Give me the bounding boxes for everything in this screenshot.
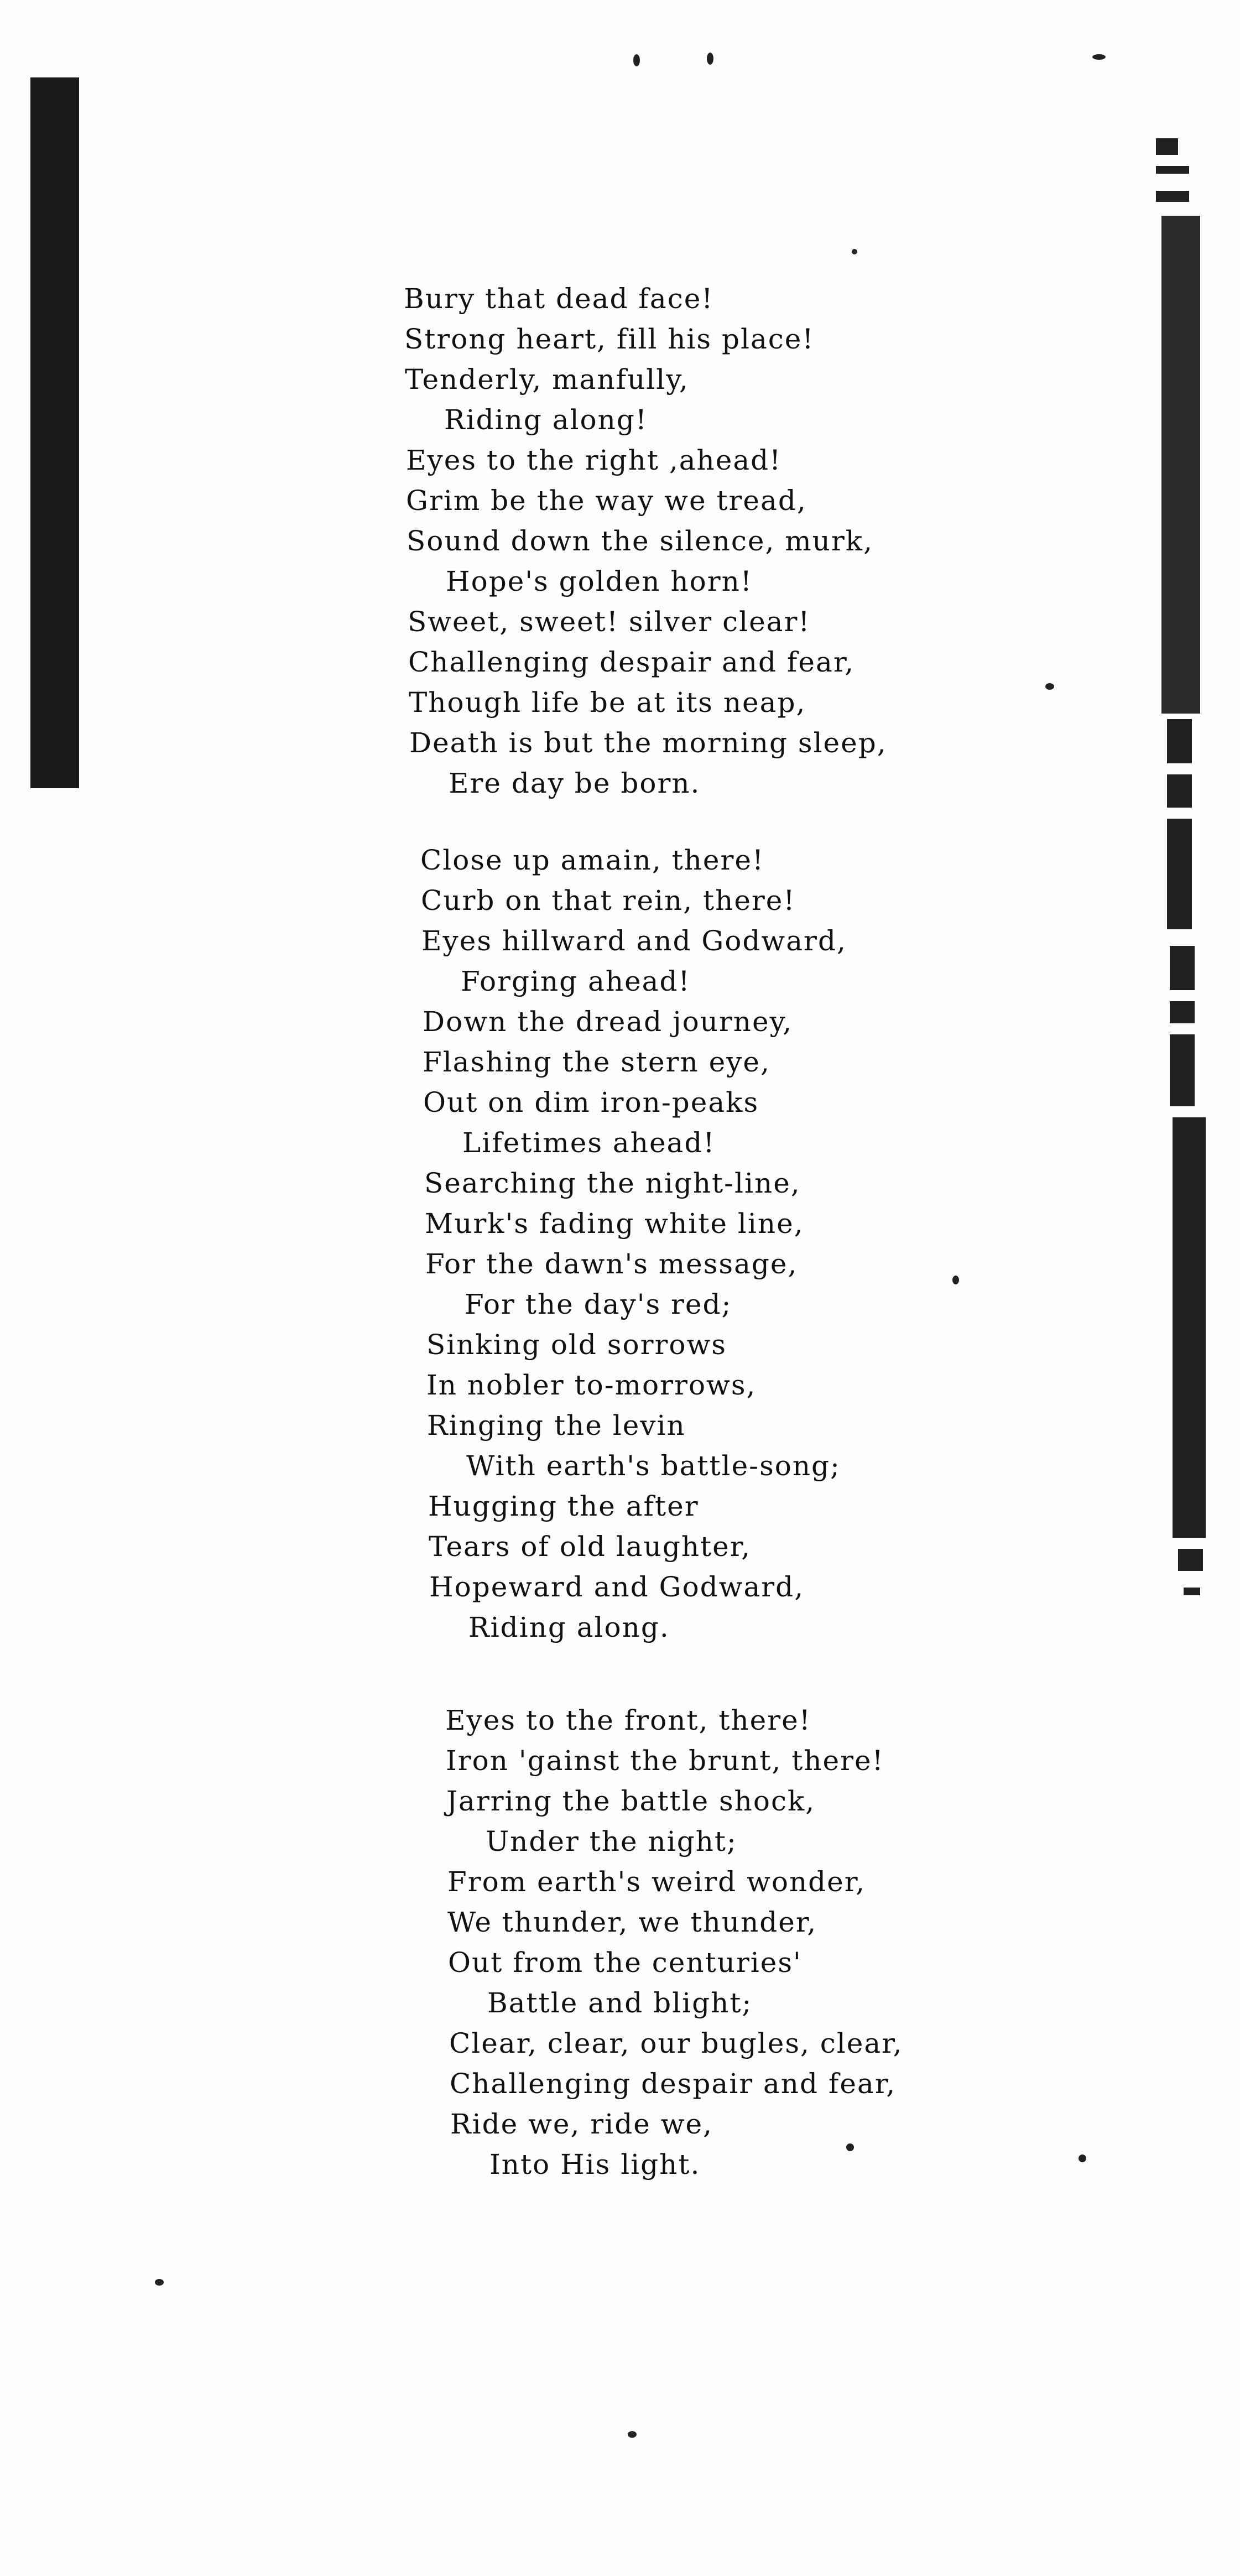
scan-edge-left bbox=[30, 77, 79, 788]
poem-line: Sinking old sorrows bbox=[426, 1329, 727, 1361]
poem-line: Lifetimes ahead! bbox=[462, 1127, 716, 1159]
poem-line: Jarring the battle shock, bbox=[446, 1785, 816, 1817]
poem-line: Strong heart, fill his place! bbox=[404, 323, 815, 355]
poem-line: Sound down the silence, murk, bbox=[407, 525, 873, 557]
scan-speck bbox=[1092, 54, 1106, 60]
poem-line: With earth's battle-song; bbox=[466, 1450, 841, 1482]
poem-line: Clear, clear, our bugles, clear, bbox=[449, 2027, 903, 2059]
poem-line: Flashing the stern eye, bbox=[423, 1046, 770, 1078]
poem-line: For the dawn's message, bbox=[425, 1248, 798, 1280]
poem-line: Death is but the morning sleep, bbox=[409, 727, 887, 759]
poem-line: Riding along. bbox=[468, 1611, 670, 1643]
poem-line: Tears of old laughter, bbox=[429, 1531, 752, 1563]
poem-line: Ere day be born. bbox=[449, 767, 701, 799]
scan-speck bbox=[633, 54, 640, 66]
poem-line: We thunder, we thunder, bbox=[447, 1906, 817, 1938]
poem-line: Eyes hillward and Godward, bbox=[421, 925, 847, 957]
poem-line: Hope's golden horn! bbox=[446, 565, 753, 597]
scan-speck bbox=[1045, 683, 1054, 690]
poem-line: Out from the centuries' bbox=[448, 1947, 802, 1979]
scan-speck bbox=[1079, 2155, 1086, 2162]
poem-line: Hopeward and Godward, bbox=[429, 1571, 805, 1603]
poem-line: Bury that dead face! bbox=[404, 283, 714, 315]
poem-line: Eyes to the front, there! bbox=[445, 1704, 811, 1736]
poem-line: From earth's weird wonder, bbox=[447, 1866, 866, 1898]
poem-line: Murk's fading white line, bbox=[425, 1208, 804, 1240]
poem-line: Battle and blight; bbox=[487, 1987, 753, 2019]
poem-line: Close up amain, there! bbox=[420, 844, 765, 876]
scan-speck bbox=[155, 2279, 164, 2286]
poem-line: Sweet, sweet! silver clear! bbox=[408, 606, 811, 638]
poem-line: Eyes to the right ,ahead! bbox=[406, 444, 782, 476]
scan-speck bbox=[628, 2431, 637, 2438]
poem-line: Forging ahead! bbox=[461, 965, 691, 997]
poem-line: Ride we, ride we, bbox=[450, 2108, 713, 2140]
scan-speck bbox=[707, 53, 713, 65]
scan-speck bbox=[952, 1276, 959, 1284]
scan-speck bbox=[846, 2143, 854, 2151]
poem-line: Though life be at its neap, bbox=[409, 686, 806, 719]
poem-line: Searching the night-line, bbox=[424, 1167, 801, 1199]
poem-line: Grim be the way we tread, bbox=[406, 485, 807, 517]
poem-line: For the day's red; bbox=[465, 1288, 732, 1320]
poem-line: Challenging despair and fear, bbox=[408, 646, 855, 678]
poem-line: Under the night; bbox=[486, 1825, 737, 1857]
scan-speck bbox=[852, 249, 857, 254]
poem-line: Challenging despair and fear, bbox=[450, 2068, 897, 2100]
poem-line: Tenderly, manfully, bbox=[405, 363, 689, 395]
poem-line: Riding along! bbox=[444, 404, 648, 436]
poem-line: Curb on that rein, there! bbox=[421, 884, 796, 917]
poem-line: Into His light. bbox=[489, 2148, 701, 2181]
scan-edge-right bbox=[1150, 138, 1217, 1588]
poem-line: Ringing the levin bbox=[427, 1409, 686, 1441]
poem-line: In nobler to-morrows, bbox=[426, 1369, 757, 1401]
poem-line: Down the dread journey, bbox=[423, 1006, 793, 1038]
poem-line: Out on dim iron-peaks bbox=[423, 1086, 759, 1118]
poem-line: Iron 'gainst the brunt, there! bbox=[446, 1745, 884, 1777]
poem-line: Hugging the after bbox=[428, 1490, 699, 1522]
